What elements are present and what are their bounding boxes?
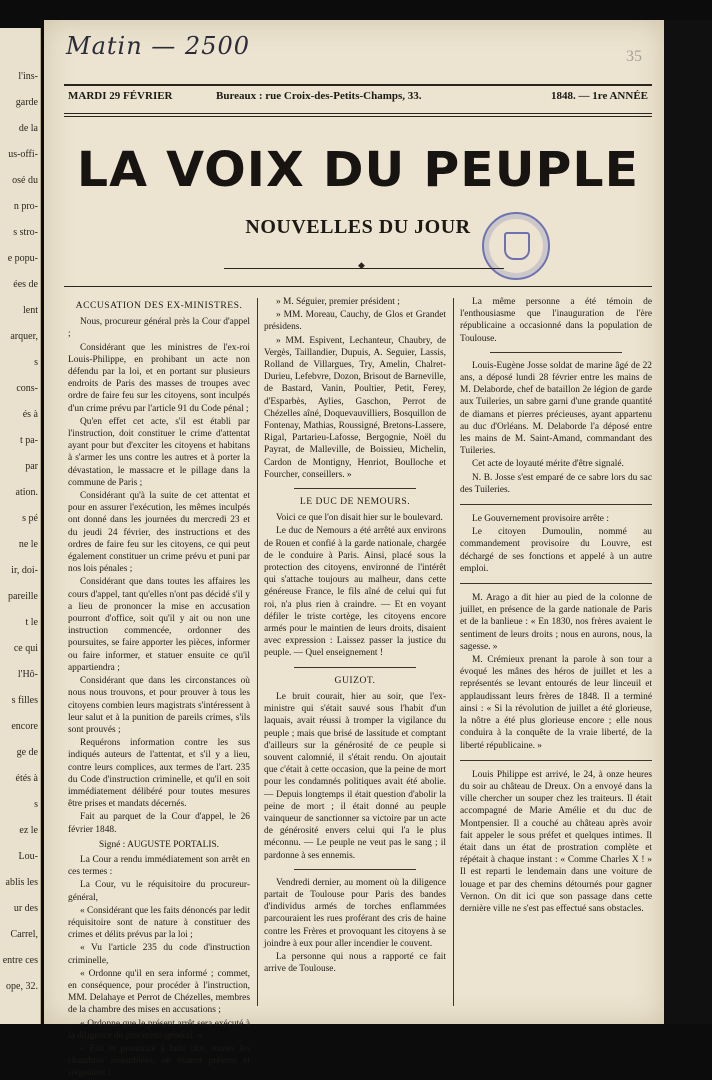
- masthead-rule: [64, 286, 652, 287]
- paragraph: Considérant que dans les circonstances où nous nous trouvons, et pour prouver à tous les citoyens combien leurs magistrats s'intéressent à leur salut et à la punition de pareils crimes, s'ils sont prouvés ;: [68, 676, 250, 735]
- left-page-fragment: ur des: [13, 903, 38, 914]
- column-1: [68, 296, 251, 1079]
- left-page-fragment: Lou-: [18, 851, 38, 862]
- left-page-fragment: ce qui: [13, 643, 38, 654]
- office-address: Bureaux : rue Croix-des-Petits-Champs, 33.: [216, 90, 422, 102]
- left-page-fragment: garde: [15, 97, 38, 108]
- left-page-fragment: és à: [22, 409, 38, 420]
- article-separator: [490, 352, 622, 353]
- paragraph: Vendredi dernier, au moment où la diligence partait de Toulouse pour Paris des bandes d'individus armés de torches enflammées parcouraient les rues proférant des cris de haine contre les Frères et provoquant les citoyens à se joindre à eux pour aller incendier le couvent.: [264, 877, 446, 949]
- paragraph: Nous, procureur général près la Cour d'appel ;: [68, 317, 250, 340]
- paragraph: « Ordonne qu'il en sera informé ; commet, en conséquence, pour procéder à l'instruction, MM. Delahaye et Perrot de Chézelles, membres de la chambre des mises en accusations ;: [68, 968, 250, 1016]
- paragraph: « Fait et prononcé à huis clos, toutes les chambres assemblées, où étaient présens et siégeaient ;: [68, 1043, 250, 1079]
- left-page-fragment: l'Hô-: [17, 669, 38, 680]
- paragraph: Considérant que les ministres de l'ex-roi Louis-Philippe, en prohibant un acte non défendu par la loi, et en portant sur plusieurs endroits de Paris des masses de troupes avec ordre de faire feu sur les citoyens, sont inculpés d'un crime prévu par l'article 91 du Code pénal ;: [68, 342, 250, 414]
- folio-number: 35: [626, 48, 642, 65]
- paragraph: Cet acte de loyauté mérite d'être signalé.: [472, 459, 624, 470]
- left-page-fragment: ne le: [18, 539, 38, 550]
- issue-year: 1848. — 1re ANNÉE: [551, 90, 648, 102]
- previous-page-edge: [0, 28, 41, 1024]
- paragraph: Le Gouvernement provisoire arrête :: [472, 514, 609, 525]
- column-divider: [257, 298, 258, 1006]
- left-page-fragment: s pé: [22, 513, 38, 524]
- left-page-fragment: s stro-: [13, 227, 38, 238]
- paragraph: N. B. Josse s'est emparé de ce sabre lors du sac des Tuileries.: [460, 472, 652, 495]
- article-separator: [294, 488, 416, 489]
- left-page-fragment: arquer,: [10, 331, 38, 342]
- article-heading: LE DUC DE NEMOURS.: [299, 496, 411, 508]
- left-page-fragment: s: [34, 799, 38, 810]
- paragraph: » MM. Moreau, Cauchy, de Glos et Grandet présidens.: [264, 310, 446, 333]
- left-page-fragment: cons-: [16, 383, 38, 394]
- article-heading: ACCUSATION DES EX-MINISTRES.: [75, 300, 243, 311]
- left-page-fragment: s: [34, 357, 38, 368]
- masthead-title: LA VOIX DU PEUPLE: [76, 142, 640, 198]
- left-page-fragment: t pa-: [19, 435, 38, 446]
- left-page-fragment: ablis les: [5, 877, 38, 888]
- paragraph: Le bruit courait, hier au soir, que l'ex-ministre qui s'était sauvé sous l'habit d'un laquais, avait réussi à tromper la vigilance du peuple ; mais que brisé de lassitude et comptant d'ailleurs sur la générosité de ce peuple si souvent calomnié, il s'était rendu. On ajoutait que c'était à cette occasion, que la peine de mort pour les condamnés politiques avait été abolie. — Depuis longtemps il était question d'abolir la peine de mort ; il était donné au peuple vainqueur de sanctionner sa victoire par un acte de générosité envers celui qui l'a le plus méconnu. — Le peuple ne veut pas le sang ; il pardonne à ses ennemis.: [264, 691, 446, 861]
- paragraph: La même personne a été témoin de l'enthousiasme que l'inauguration de l'ère républicaine a occasionné dans la population de Toulouse.: [460, 297, 652, 344]
- left-page-fragment: ope, 32.: [6, 981, 38, 992]
- library-stamp-icon: [482, 212, 550, 280]
- header-rule: [64, 116, 652, 117]
- article-heading: GUIZOT.: [334, 674, 376, 686]
- paragraph: Requérons information contre les sus indiqués auteurs de l'attentat, et s'il y a lieu, contre leurs complices, aux termes de l'art. 235 du Code d'instruction criminelle, et qu'il en soit immédiatement délibéré pour toutes mesures être prises et mandats décernés.: [68, 738, 250, 810]
- paragraph: Le duc de Nemours a été arrêté aux environs de Rouen et confié à la garde nationale, chargée de le conduire à Paris. Ainsi, placé sous la protection des citoyens, environné de l'intérêt qui s'attache toujours au malheur, dans cette généreuse France, le fils aîné de celui qui fut roi, n'a plus rien à craindre. — Et en voyant défiler le triste cortège, les citoyens encore armés pour le maintien de leurs droits, disaient avec expression : Laissez passer la justice du peuple. — Quel enseignement !: [264, 526, 446, 659]
- left-page-fragment: étés à: [15, 773, 38, 784]
- left-page-fragment: entre ces: [2, 955, 38, 966]
- article-separator: [460, 504, 652, 505]
- left-page-fragment: ge de: [16, 747, 38, 758]
- article-separator: [460, 583, 652, 584]
- paragraph: » M. Séguier, premier président ;: [276, 297, 400, 307]
- handwritten-note: Matin — 2500: [66, 32, 250, 60]
- left-page-fragment: lent: [23, 305, 38, 316]
- left-page-fragment: e popu-: [7, 253, 38, 264]
- paragraph: Le citoyen Dumoulin, nommé au commandement provisoire du Louvre, est déchargé de ses fonctions et appelé à un autre emploi.: [460, 527, 652, 574]
- paragraph: « Ordonne que le présent arrêt sera exécuté à la diligence du procureur-général. »: [68, 1018, 250, 1041]
- left-page-fragment: par: [25, 461, 38, 472]
- paragraph: « Vu l'article 235 du code d'instruction criminelle,: [68, 943, 250, 966]
- paragraph: Qu'en effet cet acte, s'il est établi par l'instruction, doit constituer le crime d'attentat ayant pour but d'exciter les citoyens et habitans à s'armer les uns contre les autres et à porter la dévastation, le massacre et le pillage dans la commune de Paris ;: [68, 416, 250, 488]
- left-page-fragment: ez le: [19, 825, 38, 836]
- paragraph: Voici ce que l'on disait hier sur le boulevard.: [276, 513, 443, 524]
- left-page-fragment: ir, doi-: [11, 565, 38, 576]
- column-divider: [453, 298, 454, 1006]
- left-page-fragment: encore: [11, 721, 38, 732]
- newspaper-page: [44, 20, 664, 1079]
- article-columns: [64, 296, 654, 1079]
- left-page-fragment: de la: [18, 123, 38, 134]
- left-page-fragment: pareille: [8, 591, 38, 602]
- paragraph: Considérant qu'à la suite de cet attentat et pour en assurer l'exécution, les mêmes inculpés ont donné dans les journées du mercredi 23 et du jeudi 24 février, des instructions et des ordres de faire feu sur les citoyens, ce qui peut également constituer un crime prévu et puni par nos lois pénales ;: [68, 491, 250, 575]
- paragraph: » MM. Espivent, Lechanteur, Chaubry, de Vergès, Taillandier, Dupuis, A. Seguier, Lassis, Rolland de Villargues, Try, Amelin, Chalret-Durieu, Lefebvre, Dozon, Brisout de Barneville, de Bastard, Vanin, Poultier, Petit, Ferey, d'Esparbès, Aylies, Gaschon, Perrot de Chézelles aîné, Doquevauvilliers, Bosquillon de Fontenay, Mathias, Roussigné, Bretons-Lassere, Rigal, Partarieu-Lafosse, Bergognie, Noël du Payrat, de Malleville, de Boissieu, Michelin, Cardon de Montigny, Henriot, Boulloche et Fourcher, conseillers. »: [264, 335, 446, 480]
- left-page-fragment: osé du: [12, 175, 38, 186]
- paragraph: M. Arago a dit hier au pied de la colonne de juillet, en présence de la garde nationale de Paris et de la banlieue : « En 1830, nos frères avaient le sentiment de leurs droits ; nous en aurons, nous, la sagesse. »: [460, 593, 652, 652]
- left-page-fragment: t le: [25, 617, 38, 628]
- left-page-fragment: n pro-: [13, 201, 38, 212]
- column-3: [460, 296, 652, 1012]
- header-rule: [64, 113, 652, 114]
- left-page-fragment: ées de: [13, 279, 38, 290]
- article-separator: [294, 869, 416, 870]
- left-page-fragment: Carrel,: [10, 929, 38, 940]
- header-rule: [64, 84, 652, 86]
- paragraph: La Cour a rendu immédiatement son arrêt en ces termes :: [68, 854, 250, 878]
- dateline: [64, 90, 652, 108]
- left-page-fragment: ation.: [15, 487, 38, 498]
- paragraph: Louis Philippe est arrivé, le 24, à onze heures du soir au château de Dreux. On a envoyé dans la ville chercher un souper chez les traiteurs. Il était accompagné de Marie Amélie et du duc de Montpensier. Il a couché au château après avoir fait appeler le sous préfet et quelques intimes. Il était dans un état de prostration complète et répétait à chaque instant : « Comme Charles X ! » Il est reparti le lendemain dans une voiture de louage et par des chemins détournés pour gagner Vernon. On dit ici que son passage dans cette dernière ville ne s'est pas effectué sans obstacles.: [460, 769, 652, 914]
- paragraph: Fait au parquet de la Cour d'appel, le 26 février 1848.: [68, 812, 250, 835]
- signature: Signé : AUGUSTE PORTALIS.: [98, 839, 220, 850]
- column-2: [264, 296, 446, 1012]
- paragraph: Considérant que dans toutes les affaires les cours d'appel, tant qu'elles n'ont pas décidé s'il y a lieu de prononcer la mise en accusation pourront d'office, soit qu'il y ait ou non une instruction commencée, ordonner des poursuites, se faire apporter les pièces, informer ou faire informer, et statuer ensuite ce qu'il appartiendra ;: [68, 577, 250, 673]
- paragraph: M. Crémieux prenant la parole à son tour a évoqué les mânes des héros de juillet et les a représentés se levant entourés de leur linceuil et applaudissant leurs frères de 1848. Il a terminé ainsi : « Si la révolution de juillet a été glorieuse, la nôtre a été plus glorieuse encore ; elle nous conduira à la conquête de la vraie liberté, de la liberté républicaine. »: [460, 655, 652, 751]
- paragraph: Louis-Eugène Josse soldat de marine âgé de 22 ans, a déposé lundi 28 février entre les mains de M. Delaborde, chef de bataillon 2e légion de garde aux Tuileries, un sabre garni d'une grande quantité de diamans et pierres précieuses, ayant appartenu au duc d'Orléans. M. Delaborde l'a déposé entre les mains de M. Saint-Amand, commandant des Tuileries.: [460, 360, 652, 457]
- paragraph: La personne qui nous a rapporté ce fait arrive de Toulouse.: [264, 951, 446, 975]
- left-page-fragment: s filles: [11, 695, 38, 706]
- ornament-rule: [224, 268, 504, 269]
- paragraph: La Cour, vu le réquisitoire du procureur-général,: [68, 880, 250, 903]
- left-page-fragment: us-offi-: [8, 149, 38, 160]
- left-page-fragment: l'ins-: [18, 71, 38, 82]
- article-separator: [460, 760, 652, 761]
- issue-date: MARDI 29 FÉVRIER: [68, 90, 173, 102]
- paragraph: « Considérant que les faits dénoncés par ledit réquisitoire sont de nature à constituer des crimes et délits prévus par la loi ;: [68, 905, 251, 941]
- masthead-subtitle: NOUVELLES DU JOUR: [245, 216, 471, 238]
- scan-background: [664, 20, 712, 1024]
- article-separator: [294, 667, 416, 668]
